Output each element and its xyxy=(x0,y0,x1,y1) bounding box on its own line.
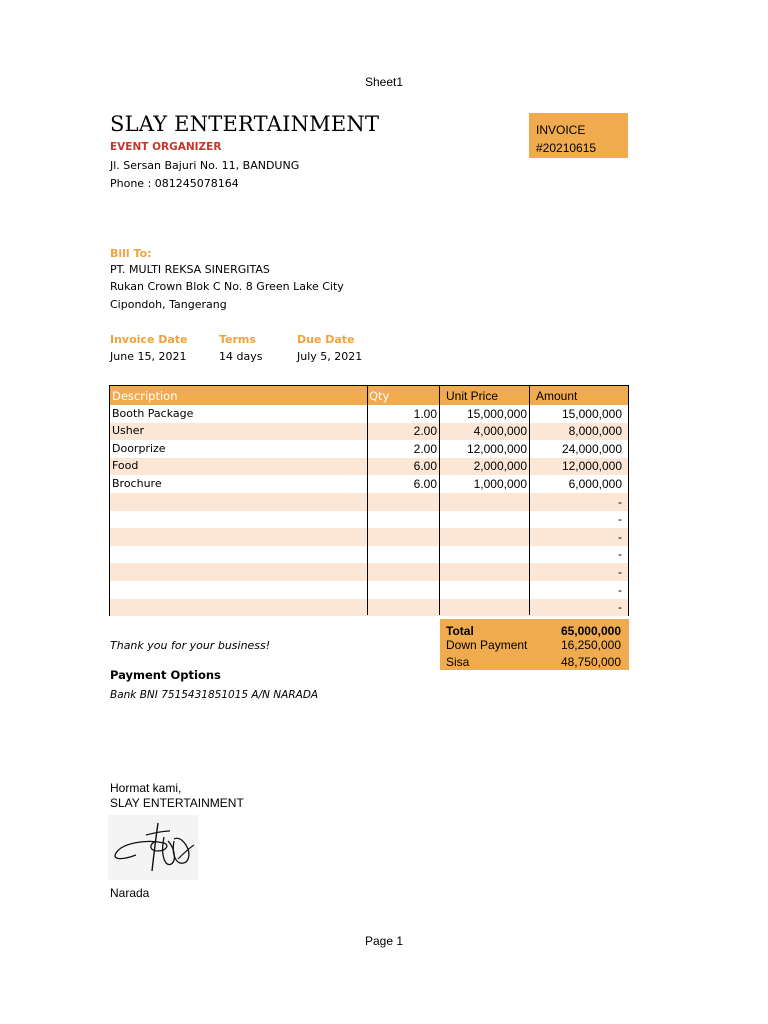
total-value: 65,000,000 xyxy=(560,624,621,638)
down-payment-value: 16,250,000 xyxy=(560,638,621,652)
table-row xyxy=(110,440,628,458)
table-row xyxy=(110,423,628,441)
row-description: Usher xyxy=(112,424,145,438)
company-name: SLAY ENTERTAINMENT xyxy=(110,112,380,136)
bill-to-line2: Rukan Crown Blok C No. 8 Green Lake City xyxy=(110,280,344,293)
column-divider xyxy=(367,386,368,615)
row-amount: 15,000,000 xyxy=(561,406,622,421)
row-qty: 2.00 xyxy=(413,441,437,456)
payment-bank-detail: Bank BNI 7515431851015 A/N NARADA xyxy=(110,689,319,701)
sheet-title: Sheet1 xyxy=(364,75,404,89)
table-row xyxy=(110,511,628,529)
row-unit-price: 12,000,000 xyxy=(466,441,527,456)
row-unit-price: 4,000,000 xyxy=(473,424,527,439)
row-amount: 24,000,000 xyxy=(561,441,622,456)
row-qty: 1.00 xyxy=(413,406,437,421)
invoice-number: #20210615 xyxy=(536,141,597,155)
header-qty: Qty xyxy=(369,389,390,403)
table-row xyxy=(110,458,628,476)
total-label: Total xyxy=(446,624,474,638)
signature-image xyxy=(108,815,198,880)
header-description: Description xyxy=(112,389,178,403)
due-date: July 5, 2021 xyxy=(297,350,363,363)
down-payment-label: Down Payment xyxy=(446,638,528,652)
table-row xyxy=(110,546,628,564)
closing-greeting: Hormat kami, xyxy=(110,781,182,795)
row-amount: - xyxy=(618,564,622,579)
invoice-date-label: Invoice Date xyxy=(110,333,188,346)
company-address: Jl. Sersan Bajuri No. 11, BANDUNG xyxy=(110,159,300,172)
table-row xyxy=(110,475,628,493)
row-amount: - xyxy=(618,529,622,544)
row-qty: 2.00 xyxy=(413,424,437,439)
invoice-date: June 15, 2021 xyxy=(110,350,187,363)
company-tagline: EVENT ORGANIZER xyxy=(110,141,222,153)
sisa-label: Sisa xyxy=(446,655,470,669)
row-amount: - xyxy=(618,600,622,615)
payment-options-title: Payment Options xyxy=(110,668,221,682)
bill-to-line3: Cipondoh, Tangerang xyxy=(110,298,227,311)
row-amount: 12,000,000 xyxy=(561,459,622,474)
closing-company: SLAY ENTERTAINMENT xyxy=(110,796,244,810)
company-phone: Phone : 081245078164 xyxy=(110,177,239,190)
row-unit-price: 2,000,000 xyxy=(473,459,527,474)
table-row xyxy=(110,563,628,581)
row-unit-price: 15,000,000 xyxy=(466,406,527,421)
table-row xyxy=(110,493,628,511)
signature-mark xyxy=(108,815,198,880)
header-amount: Amount xyxy=(536,389,578,403)
row-amount: 6,000,000 xyxy=(568,476,622,491)
bill-to-label: Bill To: xyxy=(110,247,152,260)
items-table xyxy=(109,385,629,616)
row-description: Food xyxy=(112,459,139,473)
thank-you-note: Thank you for your business! xyxy=(110,639,271,652)
row-unit-price: 1,000,000 xyxy=(473,476,527,491)
row-amount: - xyxy=(618,547,622,562)
table-row xyxy=(110,528,628,546)
row-description: Booth Package xyxy=(112,406,194,420)
totals-box xyxy=(440,619,629,670)
bill-to-line1: PT. MULTI REKSA SINERGITAS xyxy=(110,263,270,276)
sisa-value: 48,750,000 xyxy=(560,655,621,669)
signer-name: Narada xyxy=(110,886,150,900)
due-date-label: Due Date xyxy=(297,333,355,346)
row-description: Brochure xyxy=(112,476,162,490)
row-amount: - xyxy=(618,582,622,597)
header-unit-price: Unit Price xyxy=(446,389,499,403)
row-qty: 6.00 xyxy=(413,459,437,474)
table-row xyxy=(110,599,628,617)
page-number: Page 1 xyxy=(364,934,404,948)
row-qty: 6.00 xyxy=(413,476,437,491)
row-description: Doorprize xyxy=(112,441,166,455)
invoice-box xyxy=(529,113,628,158)
terms-label: Terms xyxy=(219,333,256,346)
table-row xyxy=(110,581,628,599)
terms-value: 14 days xyxy=(219,350,263,363)
column-divider xyxy=(439,386,440,615)
row-amount: - xyxy=(618,512,622,527)
invoice-label: INVOICE xyxy=(536,123,586,137)
row-amount: 8,000,000 xyxy=(568,424,622,439)
row-amount: - xyxy=(618,494,622,509)
column-divider xyxy=(529,386,530,615)
